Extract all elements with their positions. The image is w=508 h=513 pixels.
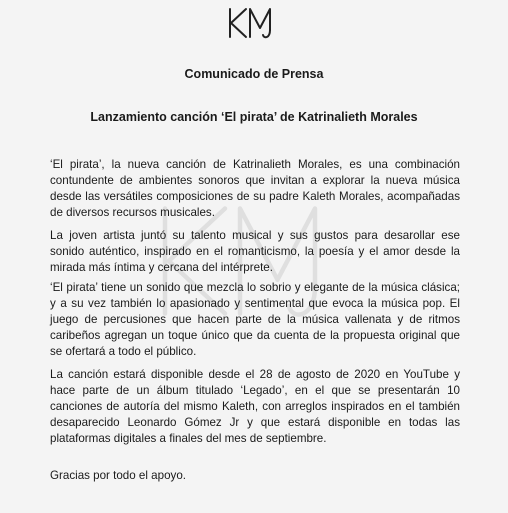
paragraph-sound: ‘El pirata’ tiene un sonido que mezcla lo sobrio y elegante de la música clásica; y a su vez también lo apasionado y sentimental que evoca la música pop. El juego de percusiones que hacen parte de la música vallenata y de ritmos caribeños agregan un toque único que da cuenta de la propuesta original que se ofertará a todo el público.	[50, 281, 460, 358]
paragraph-release: La canción estará disponible desde el 28 de agosto de 2020 en YouTube y hace parte de un álbum titulado ‘Legado’, en el que se presentarán 10 canciones de autoría del mismo Kaleth, con arreglos inspirados en el también desaparecido Leonardo Gómez Jr y que estará disponible en todas las plataformas digitales a finales del mes de septiembre.	[50, 368, 460, 445]
document-subtitle: Lanzamiento canción ‘El pirata’ de Katrinalieth Morales	[90, 110, 418, 124]
document-title: Comunicado de Prensa	[184, 67, 324, 81]
paragraph-intro: ‘El pirata’, la nueva canción de Katrinalieth Morales, es una combinación contundente de ambientes sonoros que invitan a explorar la nueva música desde las versátiles composiciones de su padre Kaleth Morales, acompañadas de diversos recursos musicales.	[50, 158, 460, 219]
km-logo	[226, 6, 282, 40]
paragraph-thanks: Gracias por todo el apoyo.	[50, 469, 186, 482]
paragraph-artist: La joven artista juntó su talento musical y sus gustos para desarollar ese sonido auténtico, inspirado en el romanticismo, la poesía y el amor desde la mirada más íntima y cercana del intérprete.	[50, 229, 460, 274]
